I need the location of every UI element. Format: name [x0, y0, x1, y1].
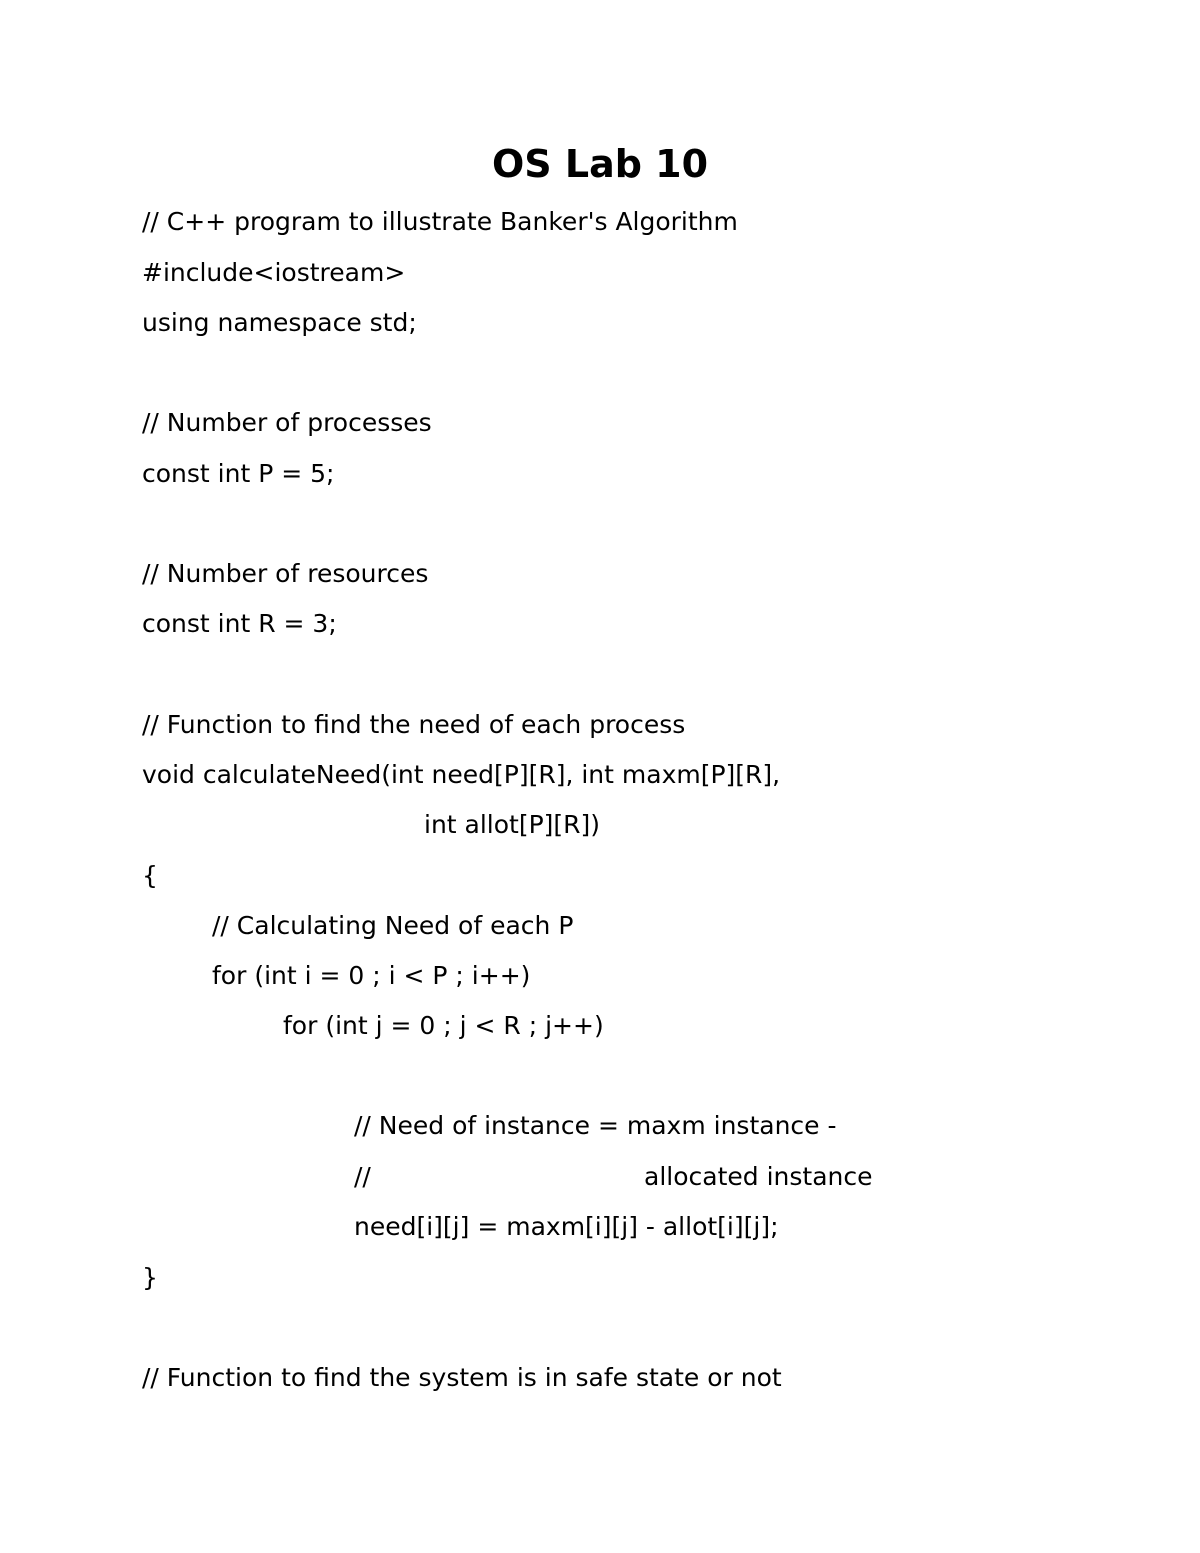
- page-title: OS Lab 10: [491, 142, 709, 186]
- code-line: allocated instance: [644, 1162, 873, 1191]
- code-line: // Number of processes: [142, 408, 432, 437]
- code-line: // Function to find the system is in safe state or not: [142, 1363, 782, 1392]
- code-line: // C++ program to illustrate Banker's Algorithm: [142, 207, 738, 236]
- code-line: using namespace std;: [142, 308, 417, 337]
- code-line: // Number of resources: [142, 559, 429, 588]
- code-line: // Calculating Need of each P: [212, 911, 574, 940]
- code-line: // Need of instance = maxm instance -: [354, 1111, 837, 1140]
- code-line: // Function to find the need of each process: [142, 710, 686, 739]
- code-line: const int P = 5;: [142, 459, 335, 488]
- code-line: //: [354, 1162, 371, 1191]
- code-line: const int R = 3;: [142, 609, 337, 638]
- code-line: {: [142, 861, 158, 890]
- code-line: #include<iostream>: [142, 258, 406, 287]
- code-line: int allot[P][R]): [424, 810, 601, 839]
- code-line: for (int i = 0 ; i < P ; i++): [212, 961, 531, 990]
- code-line: for (int j = 0 ; j < R ; j++): [283, 1011, 604, 1040]
- code-line: need[i][j] = maxm[i][j] - allot[i][j];: [354, 1212, 779, 1241]
- code-line: }: [142, 1263, 158, 1292]
- code-line: void calculateNeed(int need[P][R], int maxm[P][R],: [142, 760, 781, 789]
